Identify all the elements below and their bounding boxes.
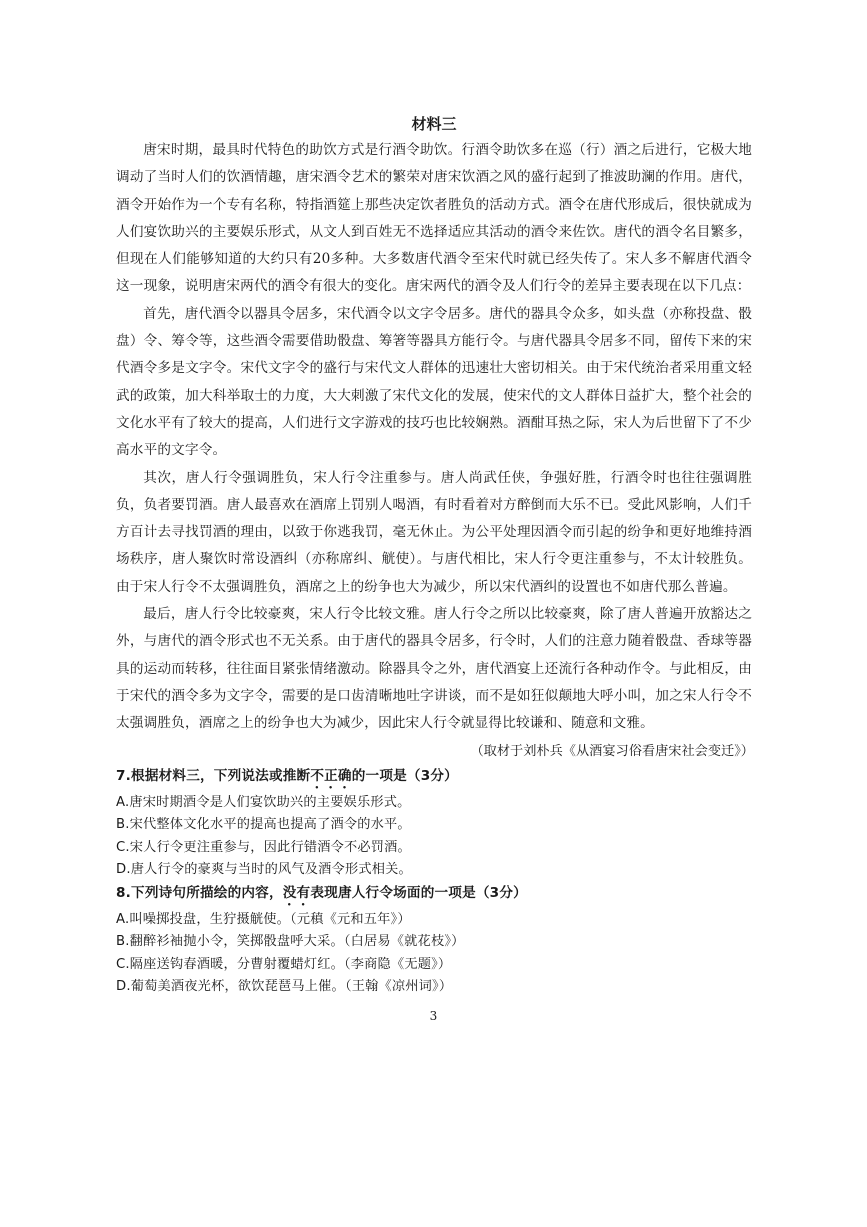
option-c: C.隔座送钩春酒暖，分曹射覆蜡灯红。（李商隐《无题》） xyxy=(116,956,452,972)
question-stem-part: 8.下列诗句所描绘的内容， xyxy=(116,884,283,901)
material-paragraph-1: 唐宋时期，最具时代特色的助饮方式是行酒令助饮。行酒令助饮多在巡（行）酒之后进行，它极大地调动了当时人们的饮酒情趣，唐宋酒令艺术的繁荣对唐宋饮酒之风的盛行起到了推波助澜的作用。唐代，酒令开始作为一个专有名称，特指酒筵上那些决定饮者胜负的活动方式。酒令在唐代形成后，很快就成为人们宴饮助兴的主要娱乐形式，从文人到百姓无不选择适应其活动的酒令来佐饮。唐代的酒令名目繁多，但现在人们能够知道的大约只有20多种。大多数唐代酒令至宋代时就已经失传了。宋人多不解唐代酒令这一现象，说明唐宋两代的酒令有很大的变化。唐宋两代的酒令及人们行令的差异主要表现在以下几点： xyxy=(116,142,752,295)
option-b: B.翻醉衫袖抛小令，笑掷骰盘呼大采。（白居易《就花枝》） xyxy=(116,934,465,950)
material-paragraph-2: 首先，唐代酒令以器具令居多，宋代酒令以文字令居多。唐代的器具令众多，如头盘（亦称投盘、骰盘）令、筹令等，这些酒令需要借助骰盘、筹箸等器具方能行令。与唐代器具令居多不同，留传下来的宋代酒令多是文字令。宋代文字令的盛行与宋代文人群体的迅速壮大密切相关。由于宋代统治者采用重文轻武的政策，加大科举取士的力度，大大刺激了宋代文化的发展，使宋代的文人群体日益扩大，整个社会的文化水平有了较大的提高，人们进行文字游戏的技巧也比较娴熟。酒酣耳热之际，宋人为后世留下了不少高水平的文字令。 xyxy=(116,305,752,459)
question-stem-emphasis: 没有 xyxy=(282,884,311,901)
question-stem-emphasis: 不正确 xyxy=(310,767,352,784)
option-d: D.葡萄美酒夜光杯，欲饮琵琶马上催。（王翰《凉州词》） xyxy=(116,979,453,995)
option-a: A.唐宋时期酒令是人们宴饮助兴的主要娱乐形式。 xyxy=(116,794,411,810)
option-a: A.叫噪掷投盘，生狞摄觥使。（元稹《元和五年》） xyxy=(116,911,411,927)
question-stem xyxy=(116,765,752,792)
source-citation: （取材于刘朴兵《从酒宴习俗看唐宋社会变迁》） xyxy=(470,743,754,759)
material-paragraph-3: 其次，唐人行令强调胜负，宋人行令注重参与。唐人尚武任侠，争强好胜，行酒令时也往往强调胜负，负者要罚酒。唐人最喜欢在酒席上罚别人喝酒，有时看着对方醉倒而大乐不已。受此风影响，人们千方百计去寻找罚酒的理由，以致于你逃我罚，毫无休止。为公平处理因酒令而引起的纷争和更好地维持酒场秩序，唐人聚饮时常设酒纠（亦称席纠、觥使）。与唐代相比，宋人行令更注重参与，不太计较胜负。由于宋人行令不太强调胜负，酒席之上的纷争也大为减少，所以宋代酒纠的设置也不如唐代那么普遍。 xyxy=(116,469,752,595)
option-d: D.唐人行令的豪爽与当时的风气及酒令形式相关。 xyxy=(116,862,412,878)
option-b: B.宋代整体文化水平的提高也提高了酒令的水平。 xyxy=(116,817,411,833)
question-stem xyxy=(116,882,752,909)
material-title: 材料三 xyxy=(411,115,457,133)
material-paragraph-4: 最后，唐人行令比较豪爽，宋人行令比较文雅。唐人行令之所以比较豪爽，除了唐人普遍开放豁达之外，与唐代的酒令形式也不无关系。由于唐代的器具令居多，行令时，人们的注意力随着骰盘、香球等器具的运动而转移，往往面目紧张情绪激动。除器具令之外，唐代酒宴上还流行各种动作令。与此相反，由于宋代的酒令多为文字令，需要的是口齿清晰地吐字讲谈，而不是如狂似颠地大呼小叫，加之宋人行令不太强调胜负，酒席之上的纷争也大为减少，因此宋人行令就显得比较谦和、随意和文雅。 xyxy=(116,606,752,732)
question-7 xyxy=(116,765,752,882)
page-content xyxy=(116,113,752,999)
question-stem-part: 7.根据材料三，下列说法或推断 xyxy=(116,767,311,784)
option-c: C.宋人行令更注重参与，因此行错酒令不必罚酒。 xyxy=(116,839,411,855)
question-stem-part: 表现唐人行令场面的一项是（3分） xyxy=(310,884,527,901)
page-number: 3 xyxy=(429,1009,438,1023)
question-8 xyxy=(116,882,752,999)
question-stem-part: 的一项是（3分） xyxy=(351,767,458,784)
